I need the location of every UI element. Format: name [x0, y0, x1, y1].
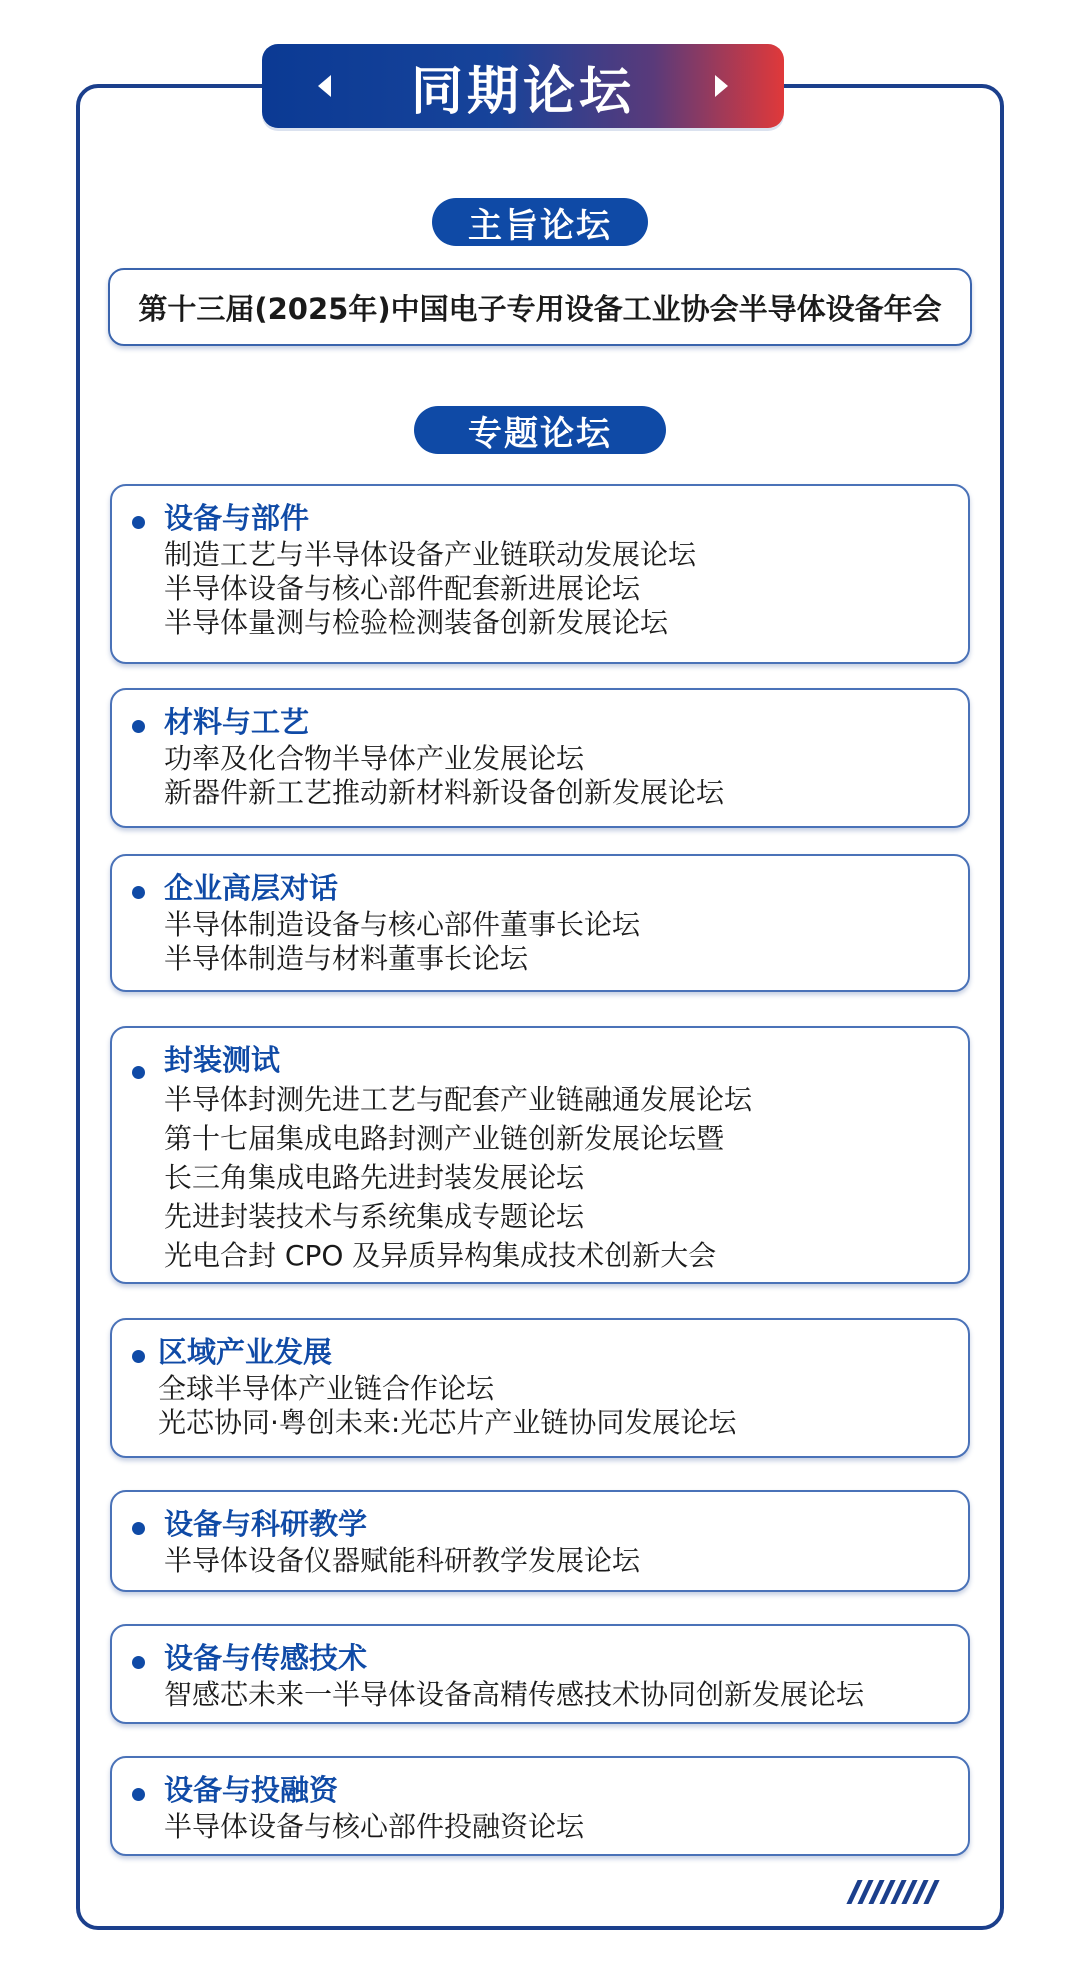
card-title: 设备与部件 — [164, 501, 310, 535]
forum-card-executive-dialogue — [110, 854, 970, 992]
bullet-dot-icon — [132, 720, 145, 733]
forum-item: 半导体制造与材料董事长论坛 — [164, 942, 529, 975]
forum-item: 制造工艺与半导体设备产业链联动发展论坛 — [164, 538, 697, 571]
card-title: 设备与传感技术 — [164, 1641, 368, 1675]
forum-item: 光电合封 CPO 及异质异构集成技术创新大会 — [164, 1239, 717, 1272]
main-forum-label: 主旨论坛 — [432, 198, 648, 246]
forum-item: 半导体量测与检验检测装备创新发展论坛 — [164, 606, 669, 639]
forum-item: 先进封装技术与系统集成专题论坛 — [164, 1200, 585, 1233]
forum-item: 半导体设备仪器赋能科研教学发展论坛 — [164, 1544, 641, 1577]
bullet-dot-icon — [132, 1788, 145, 1801]
forum-item: 新器件新工艺推动新材料新设备创新发展论坛 — [164, 776, 725, 809]
bullet-dot-icon — [132, 886, 145, 899]
forum-item: 长三角集成电路先进封装发展论坛 — [164, 1161, 585, 1194]
forum-item: 半导体设备与核心部件配套新进展论坛 — [164, 572, 641, 605]
forum-item: 第十七届集成电路封测产业链创新发展论坛暨 — [164, 1122, 725, 1155]
forum-card-equipment-parts — [110, 484, 970, 664]
forum-item: 半导体设备与核心部件投融资论坛 — [164, 1810, 585, 1843]
forum-item: 光芯协同·粤创未来:光芯片产业链协同发展论坛 — [158, 1406, 737, 1439]
forum-item: 智感芯未来一半导体设备高精传感技术协同创新发展论坛 — [164, 1678, 865, 1711]
bullet-dot-icon — [132, 1066, 145, 1079]
forum-item: 半导体封测先进工艺与配套产业链融通发展论坛 — [164, 1083, 753, 1116]
arrow-right-icon[interactable] — [715, 75, 728, 97]
bullet-dot-icon — [132, 1656, 145, 1669]
forum-item: 半导体制造设备与核心部件董事长论坛 — [164, 908, 641, 941]
special-forum-label: 专题论坛 — [414, 406, 666, 454]
bullet-dot-icon — [132, 516, 145, 529]
bullet-dot-icon — [132, 1522, 145, 1535]
card-title: 设备与科研教学 — [164, 1507, 368, 1541]
arrow-left-icon[interactable] — [318, 75, 331, 97]
card-title: 设备与投融资 — [164, 1773, 339, 1807]
forum-card-materials-process — [110, 688, 970, 828]
forum-card-regional-industry — [110, 1318, 970, 1458]
forum-card-sensing-technology — [110, 1624, 970, 1724]
forum-card-research-education — [110, 1490, 970, 1592]
main-forum-title: 第十三届(2025年)中国电子专用设备工业协会半导体设备年会 — [108, 268, 972, 346]
forum-item: 全球半导体产业链合作论坛 — [158, 1372, 495, 1405]
header-banner — [262, 44, 784, 128]
card-title: 材料与工艺 — [164, 705, 310, 739]
card-title: 区域产业发展 — [158, 1335, 333, 1369]
card-title: 企业高层对话 — [164, 871, 339, 905]
decorative-stripes-icon — [852, 1880, 940, 1904]
forum-card-investment-financing — [110, 1756, 970, 1856]
card-title: 封装测试 — [164, 1043, 281, 1077]
bullet-dot-icon — [132, 1350, 145, 1363]
forum-item: 功率及化合物半导体产业发展论坛 — [164, 742, 585, 775]
page-title: 同期论坛 — [410, 61, 635, 122]
forum-card-packaging-testing — [110, 1026, 970, 1284]
